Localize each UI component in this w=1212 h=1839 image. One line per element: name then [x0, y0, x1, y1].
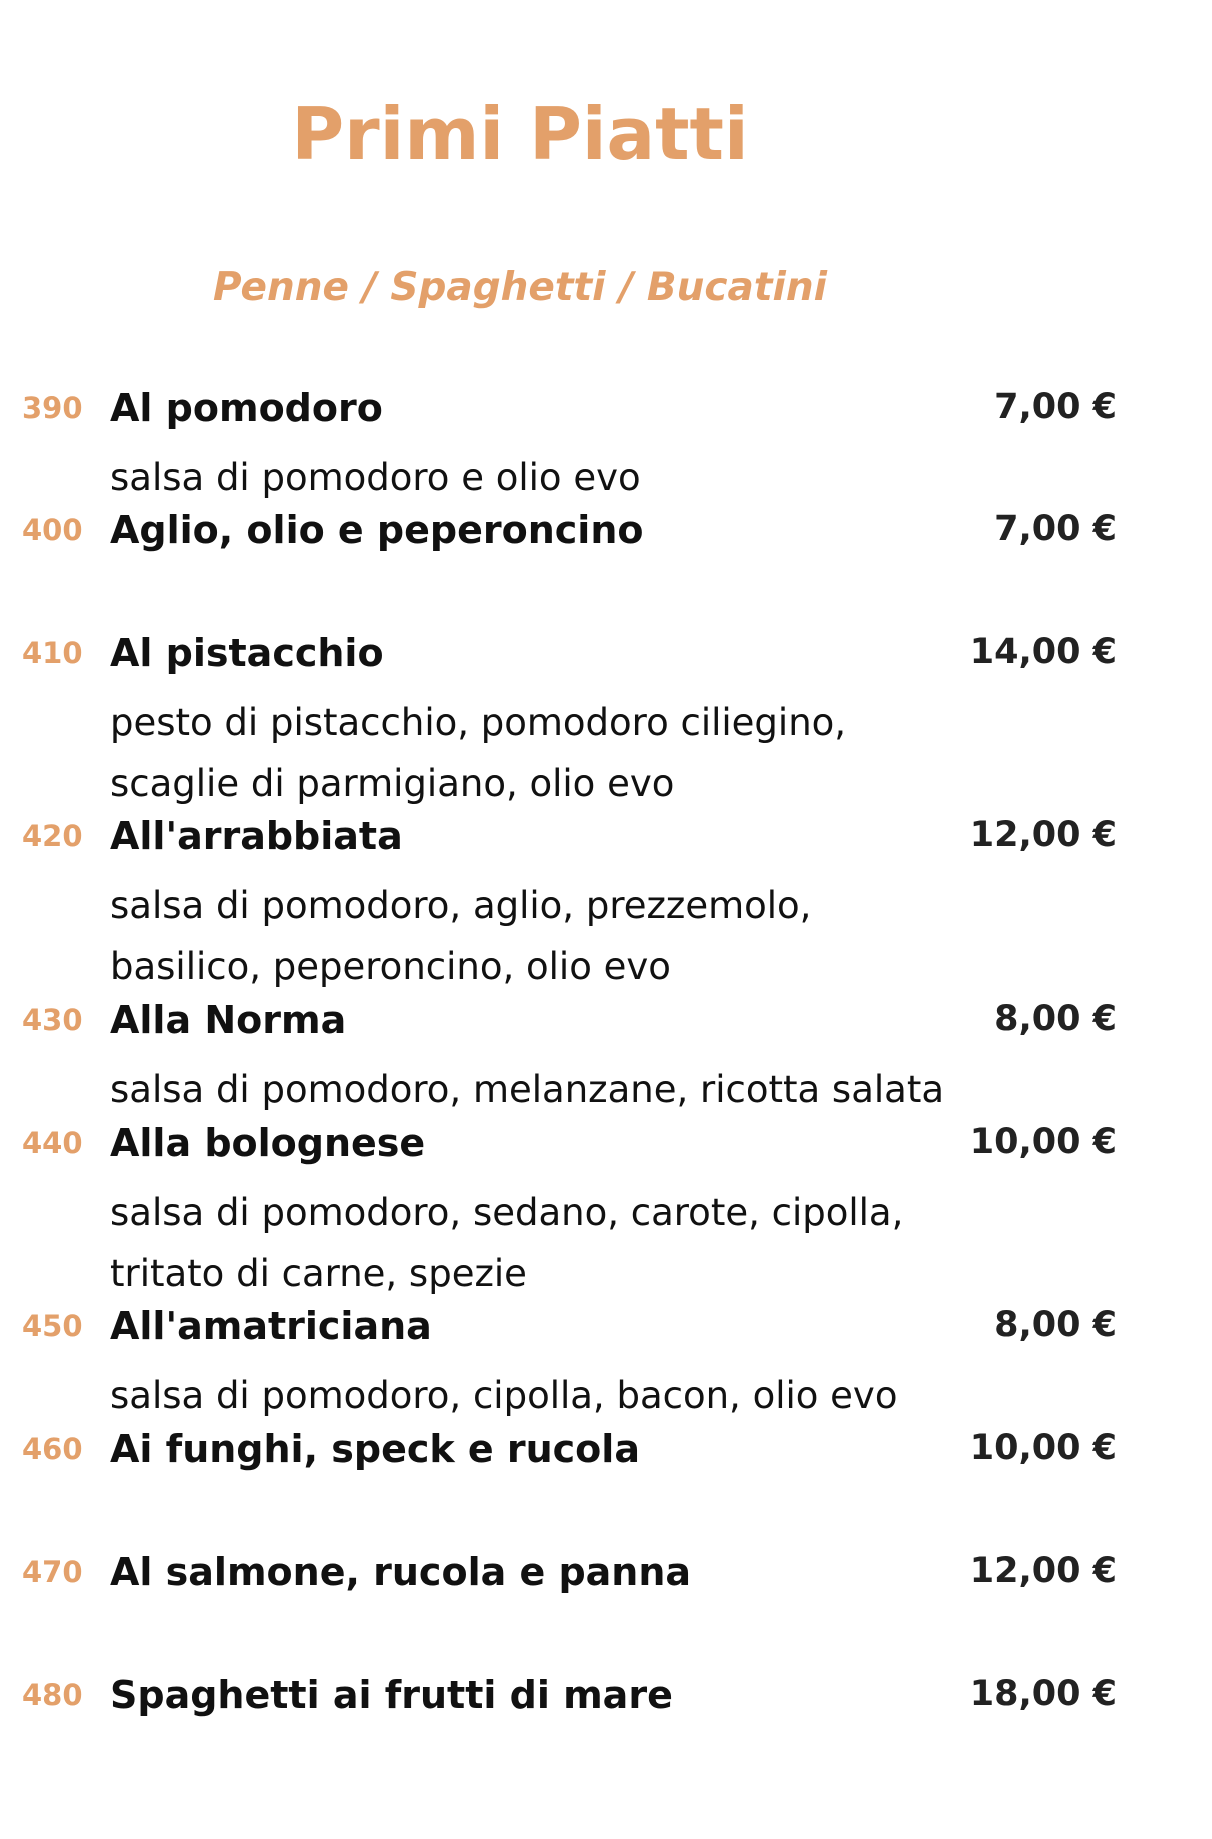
item-name: Al salmone, rucola e panna — [110, 1550, 692, 1594]
item-description — [110, 875, 811, 997]
item-code: 480 — [22, 1678, 83, 1712]
item-price: 10,00 € — [969, 1428, 1117, 1468]
item-name: All'arrabbiata — [110, 814, 403, 858]
item-description-line: scaglie di parmigiano, olio evo — [110, 762, 675, 805]
item-name: Ai funghi, speck e rucola — [110, 1427, 640, 1471]
item-name: Spaghetti ai frutti di mare — [110, 1673, 673, 1717]
item-name: Al pomodoro — [110, 386, 383, 430]
item-code: 450 — [22, 1309, 83, 1343]
item-description — [110, 1182, 903, 1304]
item-name: Al pistacchio — [110, 631, 384, 675]
item-code: 420 — [22, 819, 83, 853]
item-price: 8,00 € — [994, 1305, 1117, 1345]
item-price: 18,00 € — [969, 1674, 1117, 1714]
item-description — [110, 447, 641, 508]
item-code: 410 — [22, 636, 83, 670]
item-description-line: tritato di carne, spezie — [110, 1252, 527, 1295]
page-subtitle: Penne / Spaghetti / Bucatini — [213, 265, 827, 310]
item-name: Aglio, olio e peperoncino — [110, 508, 644, 552]
item-price: 12,00 € — [969, 1551, 1117, 1591]
item-code: 470 — [22, 1555, 83, 1589]
item-description-line: pesto di pistacchio, pomodoro ciliegino, — [110, 701, 847, 744]
item-name: Alla Norma — [110, 998, 347, 1042]
item-price: 10,00 € — [969, 1122, 1117, 1162]
item-description-line: salsa di pomodoro, melanzane, ricotta salata — [110, 1068, 944, 1111]
item-price: 14,00 € — [969, 632, 1117, 672]
item-code: 440 — [22, 1126, 83, 1160]
item-description — [110, 1059, 944, 1120]
item-description-line: salsa di pomodoro, sedano, carote, cipolla, — [110, 1191, 904, 1234]
item-name: Alla bolognese — [110, 1121, 426, 1165]
item-price: 7,00 € — [994, 387, 1117, 427]
item-code: 400 — [22, 513, 83, 547]
item-code: 430 — [22, 1003, 83, 1037]
item-price: 8,00 € — [994, 999, 1117, 1039]
item-description — [110, 1365, 897, 1426]
item-description-line: salsa di pomodoro, aglio, prezzemolo, — [110, 884, 812, 927]
item-description — [110, 692, 846, 814]
item-description-line: salsa di pomodoro e olio evo — [110, 456, 641, 499]
item-price: 12,00 € — [969, 815, 1117, 855]
page-title: Primi Piatti — [291, 92, 749, 176]
item-name: All'amatriciana — [110, 1304, 432, 1348]
item-code: 390 — [22, 391, 83, 425]
item-code: 460 — [22, 1432, 83, 1466]
item-description-line: salsa di pomodoro, cipolla, bacon, olio evo — [110, 1374, 898, 1417]
item-description-line: basilico, peperoncino, olio evo — [110, 945, 671, 988]
item-price: 7,00 € — [994, 509, 1117, 549]
